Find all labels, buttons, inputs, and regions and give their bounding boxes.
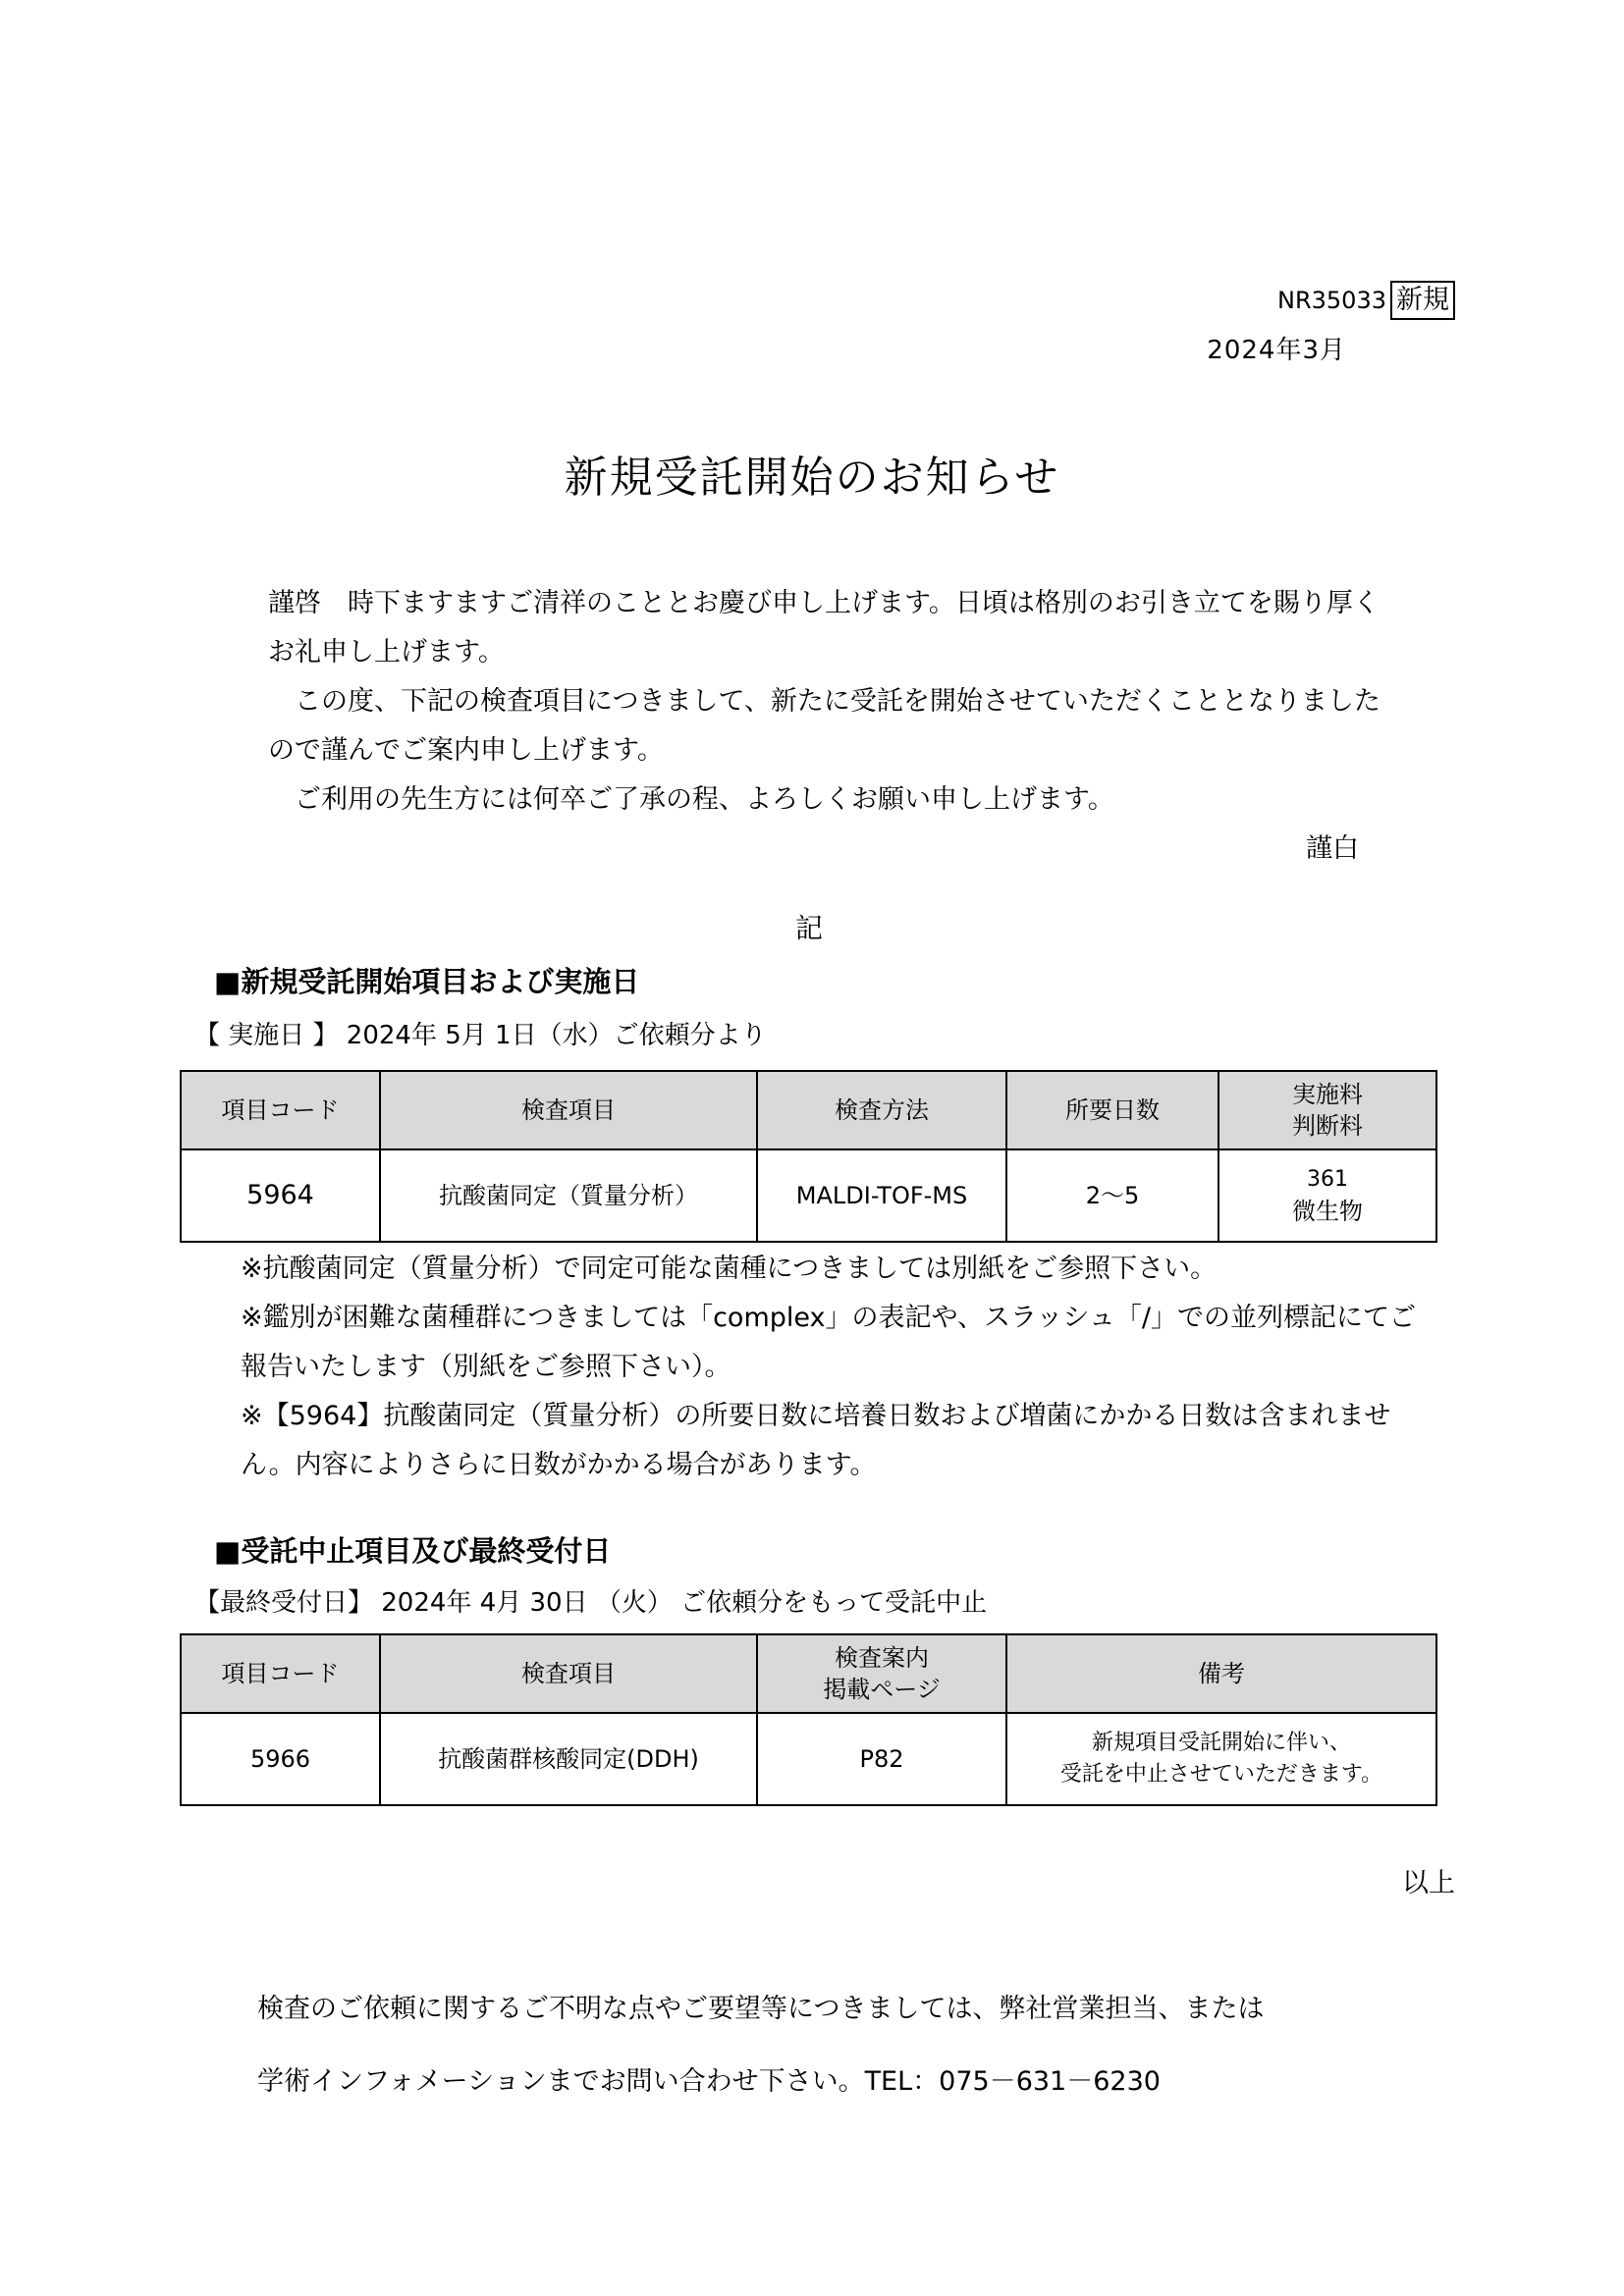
col-header-days: 所要日数 [1006, 1071, 1218, 1149]
col-header-method: 検査方法 [757, 1071, 1006, 1149]
col-header-fee-line2: 判断料 [1292, 1112, 1363, 1140]
cell-fee [1218, 1149, 1436, 1242]
cell-judgment-value: 微生物 [1292, 1198, 1363, 1225]
section2-last-date: 【最終受付日】 2024年 4月 30日 （火） ご依頼分をもって受託中止 [194, 1588, 988, 1618]
cell-code: 5966 [181, 1713, 380, 1805]
document-number [1277, 281, 1455, 320]
col-header-code: 項目コード [181, 1634, 380, 1713]
doc-number-text: NR35033 [1277, 287, 1386, 314]
footer-line-2: 学術インフォメーションまでお問い合わせ下さい。TEL：075－631－6230 [257, 2066, 1161, 2097]
note-3: ※【5964】抗酸菌同定（質量分析）の所要日数に培養日数および増菌にかかる日数は含まれません。内容によりさらに日数がかかる場合があります。 [241, 1401, 1391, 1480]
section1-start-date: 【 実施日 】 2024年 5月 1日（水）ご依頼分より [194, 1021, 767, 1050]
cell-remarks-line2: 受託を中止させていただきます。 [1059, 1762, 1383, 1787]
note-2: ※鑑別が困難な菌種群につきましては「complex」の表記や、スラッシュ「/」での並列標記にてご報告いたします（別紙をご参照下さい）。 [241, 1303, 1416, 1382]
table-row [181, 1149, 1436, 1242]
footer-contact [257, 1973, 1435, 2118]
col-header-remarks: 備考 [1006, 1634, 1436, 1713]
col-header-item: 検査項目 [380, 1071, 757, 1149]
new-items-table [180, 1070, 1437, 1243]
cell-page: P82 [757, 1713, 1006, 1805]
ki-mark: 記 [795, 912, 824, 944]
cell-item: 抗酸菌群核酸同定(DDH) [380, 1713, 757, 1805]
greeting-paragraph-1: 謹啓 時下ますますご清祥のこととお慶び申し上げます。日頃は格別のお引き立てを賜り厚くお礼申し上げます。 [268, 588, 1380, 667]
footer-line-1: 検査のご依頼に関するご不明な点やご要望等につきましては、弊社営業担当、または [257, 1994, 1265, 2024]
closing-word: 謹白 [1306, 833, 1359, 864]
cell-method: MALDI-TOF-MS [757, 1149, 1006, 1242]
col-header-code: 項目コード [181, 1071, 380, 1149]
ijou-end-mark: 以上 [1402, 1868, 1455, 1898]
section1-heading: ■新規受託開始項目および実施日 [214, 965, 640, 998]
greeting-paragraph-2: この度、下記の検査項目につきまして、新たに受託を開始させていただくこととなりましたので謹んでご案内申し上げます。 [268, 686, 1380, 766]
col-header-fee-line1: 実施料 [1292, 1081, 1363, 1108]
col-header-page-line2: 掲載ページ [823, 1676, 941, 1703]
table-header-row [181, 1634, 1436, 1713]
cell-remarks [1006, 1713, 1436, 1805]
col-header-page-line1: 検査案内 [835, 1644, 929, 1672]
note-1: ※抗酸菌同定（質量分析）で同定可能な菌種につきましては別紙をご参照下さい。 [241, 1254, 1218, 1284]
page-title: 新規受託開始のお知らせ [564, 453, 1060, 503]
cell-days: 2～5 [1006, 1149, 1218, 1242]
greeting-paragraph-3: ご利用の先生方には何卒ご了承の程、よろしくお願い申し上げます。 [268, 784, 1114, 815]
discontinued-items-table [180, 1633, 1437, 1806]
document-date: 2024年3月 [1207, 336, 1346, 365]
cell-code: 5964 [181, 1149, 380, 1242]
table-header-row [181, 1071, 1436, 1149]
col-header-fee [1218, 1071, 1436, 1149]
col-header-item: 検査項目 [380, 1634, 757, 1713]
new-badge: 新規 [1390, 281, 1455, 320]
cell-remarks-line1: 新規項目受託開始に伴い、 [1091, 1731, 1351, 1755]
table-row [181, 1713, 1436, 1805]
col-header-page [757, 1634, 1006, 1713]
cell-fee-value: 361 [1307, 1167, 1348, 1192]
cell-item: 抗酸菌同定（質量分析） [380, 1149, 757, 1242]
section2-heading: ■受託中止項目及び最終受付日 [214, 1534, 612, 1568]
